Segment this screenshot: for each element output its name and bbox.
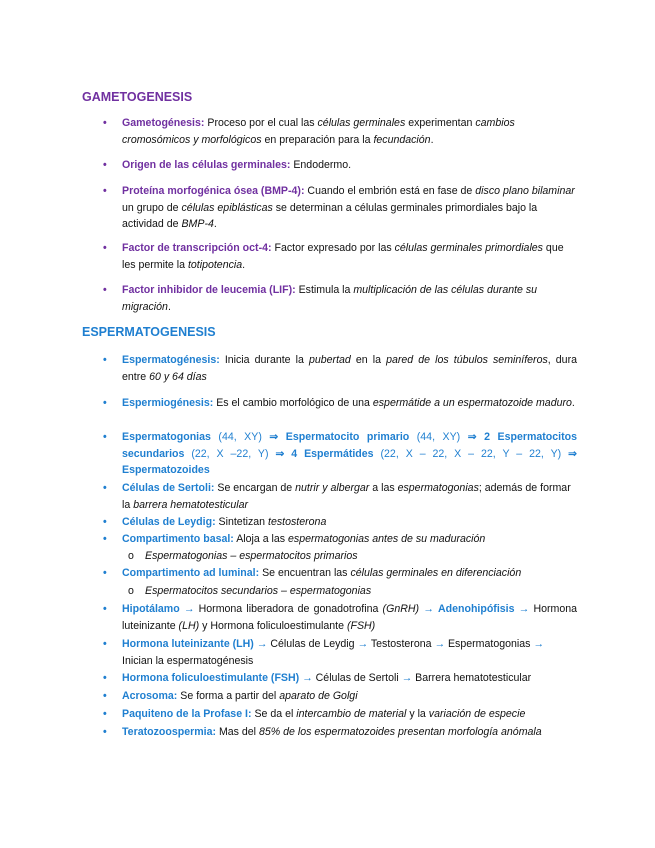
emphasis: intercambio de material (296, 708, 407, 720)
arrow-icon: → (253, 638, 271, 650)
text: a las (369, 482, 398, 494)
sub-bullet-icon: o (128, 585, 134, 597)
text: Inicia durante la (219, 354, 309, 366)
emphasis: aparato de Golgi (279, 690, 358, 702)
term: Espermatogonias (122, 431, 211, 443)
term: 4 Espermátides (284, 447, 374, 460)
emphasis: variación de especie (428, 708, 526, 720)
text: Se encargan de (214, 482, 296, 494)
text: Aloja a las (233, 533, 289, 545)
text: (44, XY) (409, 431, 468, 443)
text: Factor expresado por las (271, 242, 395, 254)
list-item (103, 601, 578, 634)
emphasis: cambios cromosómicos y morfológicos (122, 117, 515, 146)
term: Teratozoospermia: (122, 726, 216, 738)
list-item (103, 240, 577, 273)
term: Acrosoma: (122, 690, 178, 702)
text: Mas del (216, 726, 259, 738)
text: . (430, 133, 434, 146)
emphasis: espermatogonias (397, 482, 479, 494)
text: Células de Leydig (270, 638, 358, 650)
emphasis: 85% de los espermatozoides presentan morfología anómala (258, 726, 542, 738)
bullet-icon: • (103, 431, 107, 443)
list-item (103, 115, 577, 148)
text: Sintetizan (215, 516, 269, 528)
term: Paquiteno de la Profase I: (122, 708, 252, 720)
term: Células de Leydig: (122, 516, 216, 528)
list-item (103, 183, 577, 233)
term: Hormona luteinizante (LH) (122, 638, 254, 650)
list-item (103, 282, 577, 315)
term: Origen de las células germinales: (122, 159, 291, 171)
bullet-icon: • (103, 397, 107, 409)
text: Proceso por el cual las (204, 117, 318, 129)
bullet-icon: • (103, 533, 107, 545)
sub-list-item (128, 548, 575, 564)
list-item (103, 429, 577, 479)
list-item (103, 531, 577, 548)
text: y Hormona foliculoestimulante (199, 619, 347, 632)
text: . (213, 218, 217, 230)
list-item (103, 480, 577, 513)
section-title-espermatogenesis: ESPERMATOGENESIS (82, 325, 216, 339)
text: en la (350, 354, 387, 366)
emphasis: células epiblásticas (181, 201, 273, 214)
text: experimentan (405, 117, 476, 129)
bullet-icon: • (103, 354, 107, 366)
arrow-icon: → (419, 603, 438, 615)
text: Estimula la (295, 284, 354, 296)
arrow-icon: → (357, 638, 369, 650)
bullet-icon: • (103, 672, 107, 684)
text: un grupo de (122, 201, 182, 214)
text: Espermatocitos secundarios – espermatogonias (145, 585, 372, 597)
term: Compartimento ad luminal: (122, 567, 260, 579)
text: ; además de formar la (122, 482, 571, 511)
term: Espermatocito primario (278, 431, 410, 443)
text: Espermatogonias (445, 638, 534, 650)
term: Hormona foliculoestimulante (FSH) (122, 672, 300, 684)
bullet-icon: • (103, 117, 107, 129)
emphasis: células germinales en diferenciación (350, 567, 522, 579)
text: Endodermo. (290, 159, 352, 171)
arrow-icon: ⇒ (275, 447, 285, 460)
term: Gametogénesis: (122, 117, 205, 129)
bullet-icon: • (103, 567, 107, 579)
list-item (103, 636, 577, 669)
text: Hormona liberadora de gonadotrofina (198, 603, 383, 615)
arrow-icon: → (179, 603, 199, 615)
list-item (103, 706, 577, 723)
term: 2 Espermatocitos secundarios (122, 431, 577, 460)
emphasis: espermátide a un espermatozoide maduro (372, 397, 572, 409)
list-item (103, 670, 577, 687)
text: Es el cambio morfológico de una (213, 397, 373, 409)
text: . (571, 397, 575, 409)
list-item (103, 514, 577, 531)
text: . (242, 258, 246, 271)
term: Factor de transcripción oct-4: (122, 242, 272, 254)
list-item (103, 395, 577, 412)
list-item (103, 724, 577, 741)
text: Cuando el embrión está en fase de (304, 185, 476, 197)
text: Espermatogonias – espermatocitos primarios (145, 550, 358, 562)
arrow-icon: → (533, 638, 544, 650)
emphasis: pubertad (308, 354, 351, 366)
section-title-gametogenesis: GAMETOGENESIS (82, 90, 193, 104)
bullet-icon: • (103, 242, 107, 254)
bullet-icon: • (103, 482, 107, 494)
term: Hipotálamo (122, 603, 180, 615)
text: Hormona luteinizante (122, 603, 578, 632)
text: se determinan a células germinales primordiales bajo la actividad de (122, 201, 538, 230)
emphasis: células germinales primordiales (394, 242, 543, 254)
term: Adenohipófisis (437, 603, 515, 615)
bullet-icon: • (103, 603, 107, 615)
text: (44, XY) (210, 431, 270, 443)
list-item (103, 352, 577, 385)
arrow-icon: → (401, 672, 413, 684)
text: Se da el (251, 708, 297, 720)
arrow-icon: → (434, 638, 446, 650)
sub-bullet-icon: o (128, 550, 134, 562)
text: Inician la espermatogénesis (122, 654, 254, 667)
text: y la (406, 708, 429, 720)
sub-list-item (128, 583, 575, 599)
arrow-icon: ⇒ (568, 447, 577, 460)
bullet-icon: • (103, 284, 107, 296)
emphasis: testosterona (268, 516, 327, 528)
emphasis: barrera hematotesticular (133, 498, 249, 511)
text: que les permite la (122, 242, 564, 271)
term: Espermatogénesis: (122, 354, 220, 366)
term: Espermiogénesis: (122, 397, 214, 409)
emphasis: pared de los túbulos seminíferos (386, 354, 548, 366)
text: en preparación para la (261, 133, 374, 146)
text: Se encuentran las (259, 567, 351, 579)
text: Células de Sertoli (315, 672, 402, 684)
emphasis: BMP-4 (181, 218, 214, 230)
term: Células de Sertoli: (122, 482, 215, 494)
text: (22, X –22, Y) (184, 447, 276, 460)
bullet-icon: • (103, 185, 107, 197)
arrow-icon: ⇒ (269, 431, 279, 443)
term: Proteína morfogénica ósea (BMP-4): (122, 185, 305, 197)
emphasis: células germinales (317, 117, 406, 129)
term: Espermatozoides (122, 464, 210, 476)
list-item (103, 157, 577, 174)
text: , dura entre (122, 354, 577, 383)
arrow-icon: → (514, 603, 534, 615)
text: Barrera hematotesticular (412, 672, 532, 684)
emphasis: totipotencia (187, 258, 243, 271)
text: (22, X – 22, X – 22, Y – 22, Y) (373, 447, 569, 460)
text: . (167, 300, 171, 313)
term: Compartimento basal: (122, 533, 234, 545)
bullet-icon: • (103, 726, 107, 738)
list-item (103, 565, 577, 582)
emphasis: (GnRH) (382, 603, 420, 615)
bullet-icon: • (103, 690, 107, 702)
emphasis: disco plano bilaminar (475, 185, 575, 197)
bullet-icon: • (103, 516, 107, 528)
text: Testosterona (368, 638, 435, 650)
arrow-icon: → (299, 672, 316, 684)
bullet-icon: • (103, 708, 107, 720)
emphasis: espermatogonias antes de su maduración (288, 533, 486, 545)
emphasis: (LH) (178, 619, 200, 632)
emphasis: 60 y 64 días (149, 370, 207, 383)
term: Factor inhibidor de leucemia (LIF): (122, 284, 296, 296)
arrow-icon: ⇒ (467, 431, 477, 443)
emphasis: (FSH) (346, 619, 376, 632)
bullet-icon: • (103, 159, 107, 171)
list-item (103, 688, 577, 705)
text: Se forma a partir del (177, 690, 280, 702)
emphasis: multiplicación de las células durante su migración (122, 284, 538, 313)
bullet-icon: • (103, 638, 107, 650)
emphasis: nutrir y albergar (295, 482, 370, 494)
emphasis: fecundación (373, 133, 431, 146)
